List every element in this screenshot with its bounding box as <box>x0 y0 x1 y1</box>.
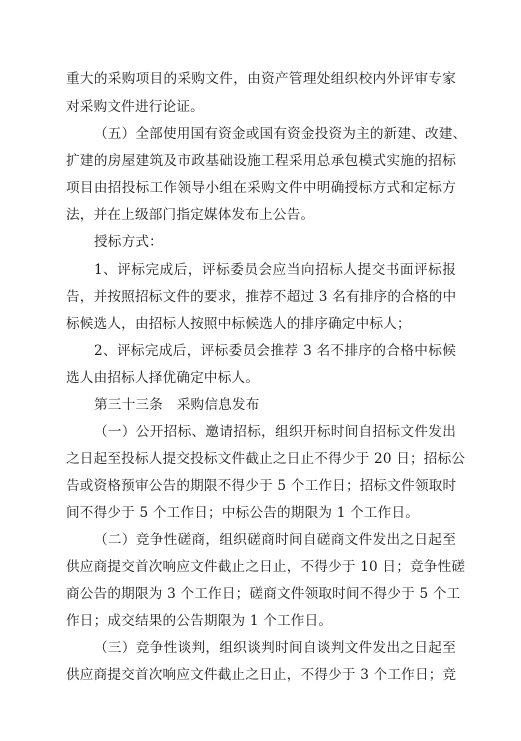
text-line: 供应商提交首次响应文件截止之日止，不得少于 3 个工作日；竞 <box>66 667 457 683</box>
text-line: 之日起至投标人提交投标文件截止之日止不得少于 20 日；招标公 <box>66 451 466 467</box>
text-line: 标候选人，由招标人按照中标候选人的排序确定中标人； <box>66 316 411 332</box>
paragraph-first-line: 1、评标完成后，评标委员会应当向招标人提交书面评标报 <box>94 262 456 278</box>
text-line: 间不得少于 5 个工作日；中标公告的期限为 1 个工作日。 <box>66 505 420 521</box>
text-line: 法，并在上级部门指定媒体发布上公告。 <box>66 207 315 223</box>
text-line: 选人由招标人择优确定中标人。 <box>66 370 260 386</box>
paragraph-first-line: 2、评标完成后，评标委员会推荐 3 名不排序的合格中标候 <box>94 343 456 359</box>
paragraph-first-line: （二）竞争性磋商，组织磋商时间自磋商文件发出之日起至 <box>94 532 456 548</box>
text-line: 重大的采购项目的采购文件，由资产管理处组织校内外评审专家 <box>66 71 456 87</box>
text-line: 扩建的房屋建筑及市政基础设施工程采用总承包模式实施的招标 <box>66 153 456 169</box>
article-heading: 第三十三条 采购信息发布 <box>94 397 260 413</box>
paragraph-first-line: 授标方式： <box>94 234 163 250</box>
text-line: 告或资格预审公告的期限不得少于 5 个工作日；招标文件领取时 <box>66 478 457 494</box>
text-line: 作日；成交结果的公告期限为 1 个工作日。 <box>66 613 333 629</box>
paragraph-first-line: （三）竞争性谈判，组织谈判时间自谈判文件发出之日起至 <box>94 640 456 656</box>
text-line: 告，并按照招标文件的要求，推荐不超过 3 名有排序的合格的中 <box>66 289 457 305</box>
text-line: 项目由招投标工作领导小组在采购文件中明确授标方式和定标方 <box>66 180 456 196</box>
text-line: 商公告的期限为 3 个工作日；磋商文件领取时间不得少于 5 个工 <box>66 586 461 602</box>
text-line: 供应商提交首次响应文件截止之日止，不得少于 10 日；竞争性磋 <box>66 559 466 575</box>
paragraph-first-line: （一）公开招标、邀请招标，组织开标时间自招标文件发出 <box>94 424 456 440</box>
paragraph-first-line: （五）全部使用国有资金或国有资金投资为主的新建、改建、 <box>94 126 467 142</box>
text-line: 对采购文件进行论证。 <box>66 99 204 115</box>
